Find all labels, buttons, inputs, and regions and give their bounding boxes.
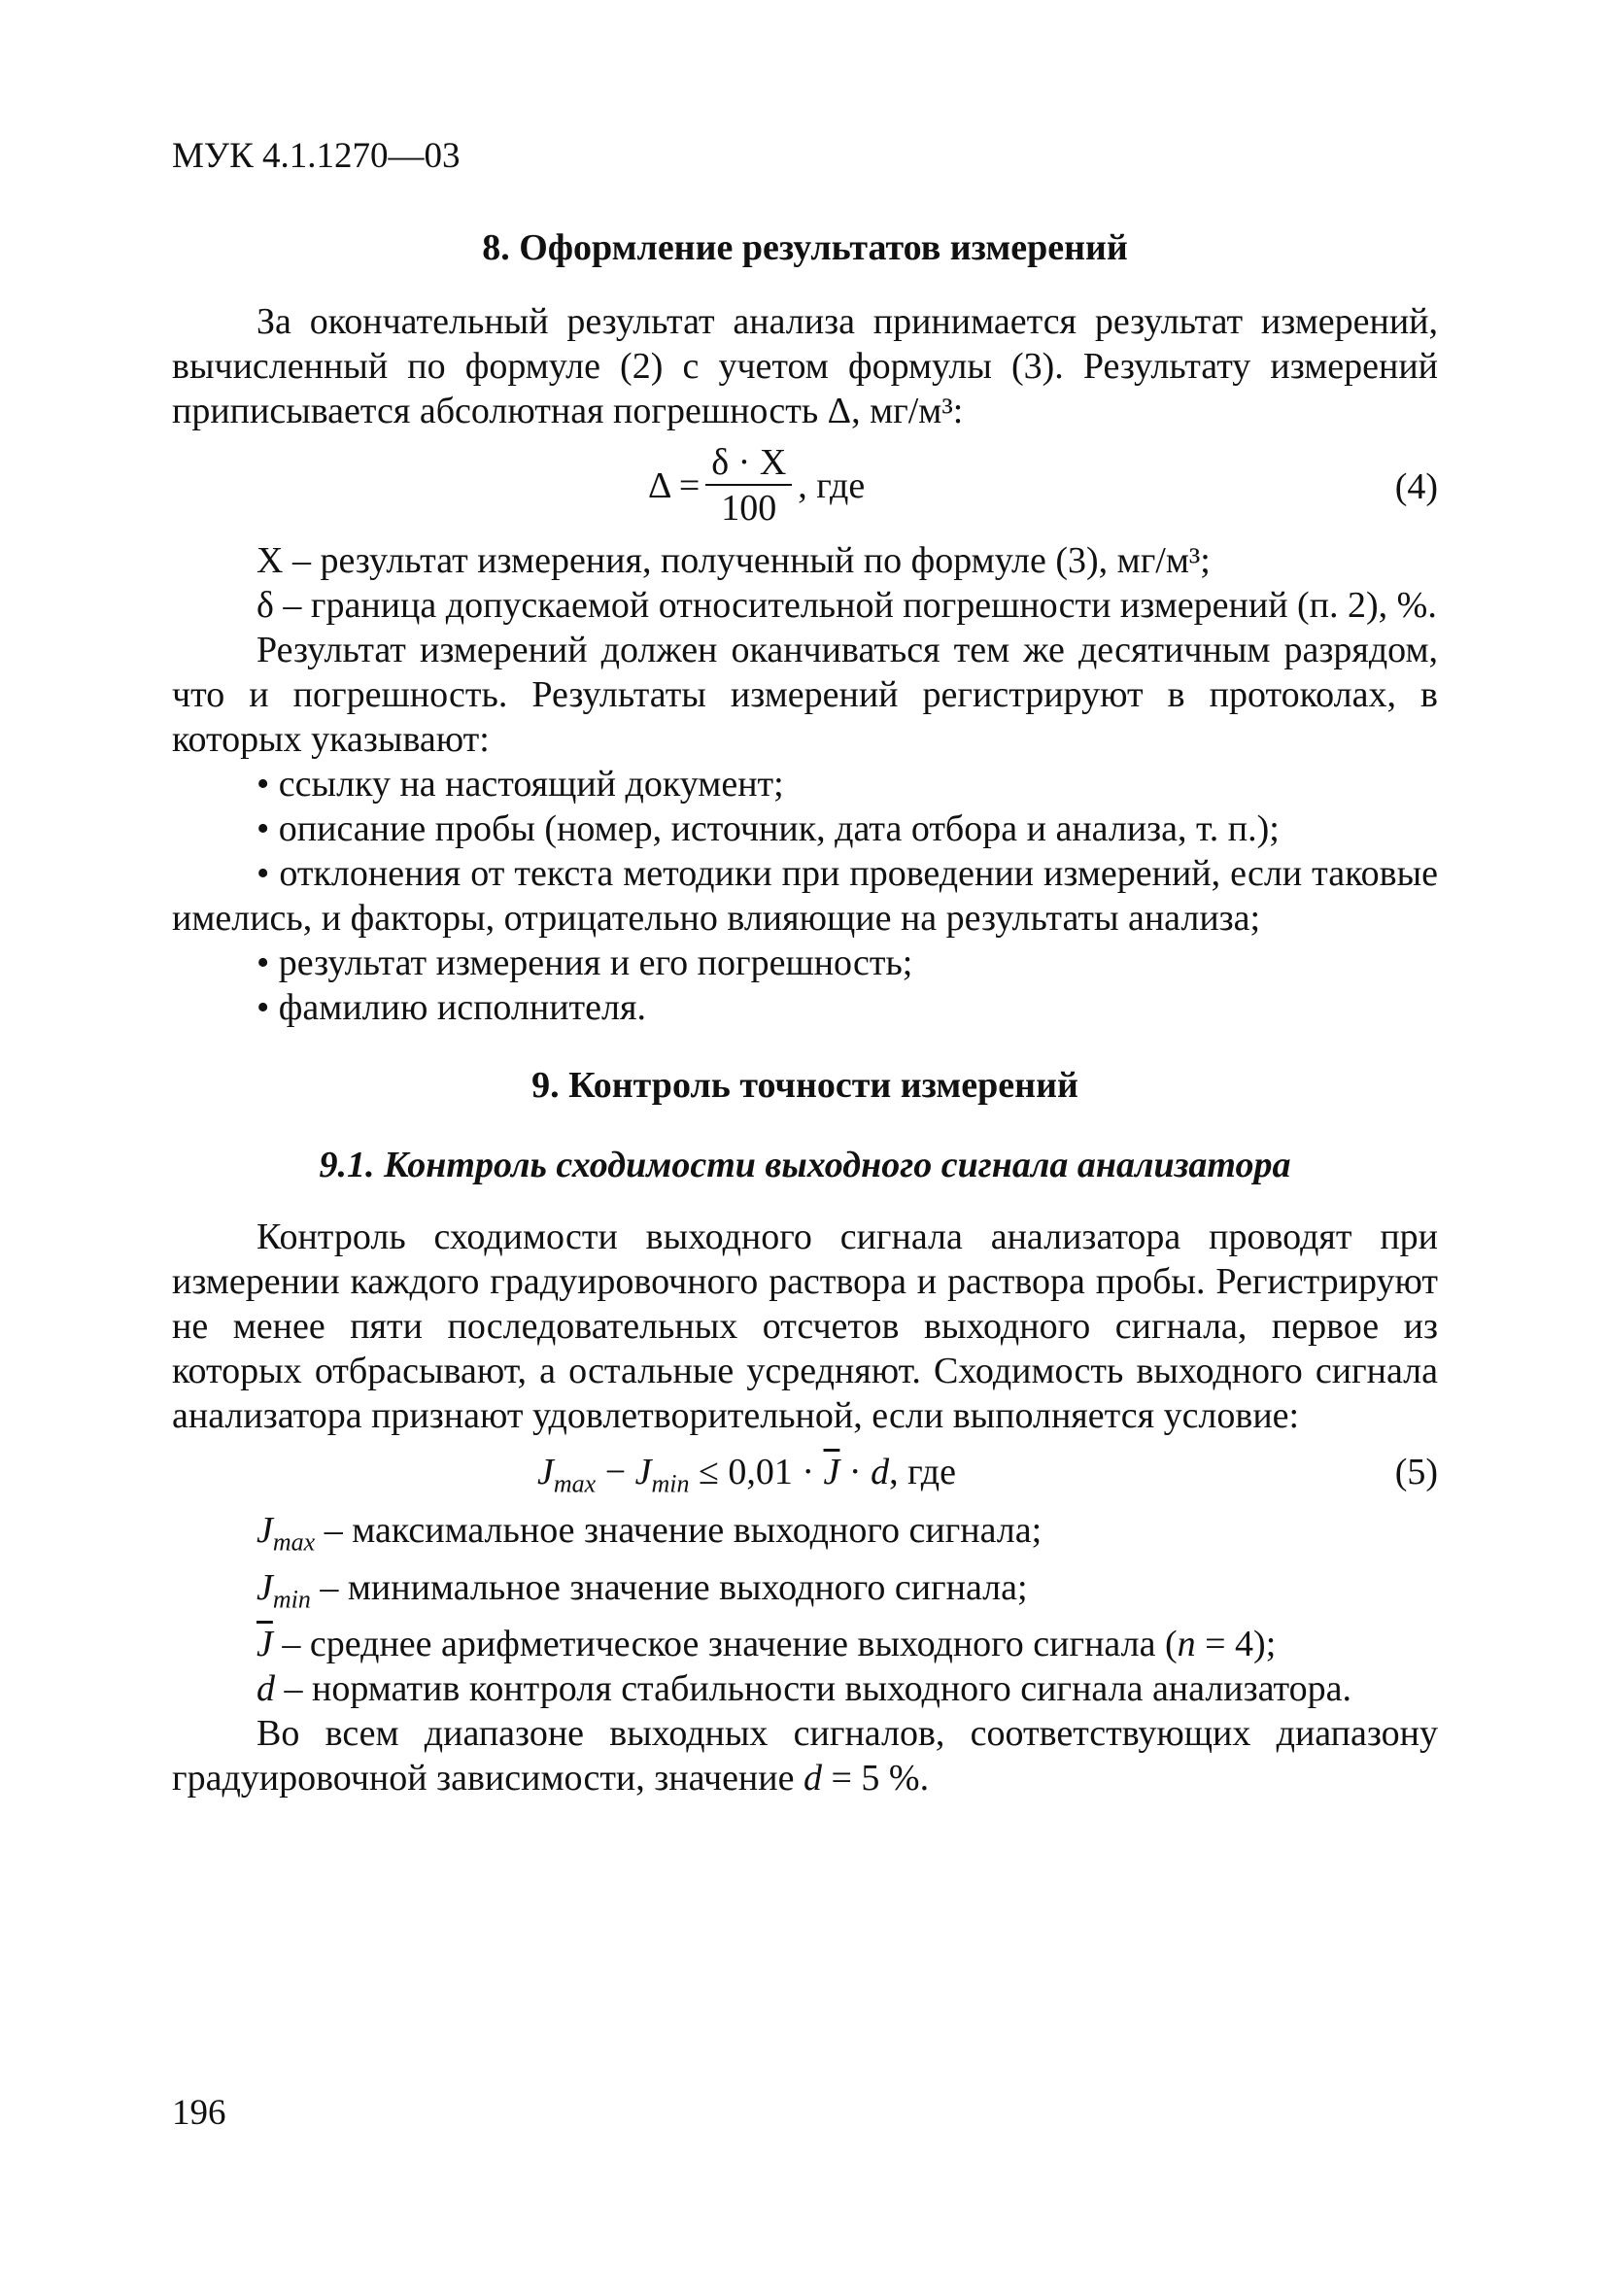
formula-5-minus: −: [596, 1452, 635, 1492]
definition-jbar: [172, 1622, 1438, 1666]
jbar-end: = 4);: [1195, 1624, 1277, 1665]
section-9-paragraph-1: Контроль сходимости выходного сигнала анализатора проводят при измерении каждого градуировочного раствора и раствора пробы. Регистрируют не менее пяти последовательных отсчетов выходного сигнала, первое из которых отбрасывают, а остальные усредняют. Сходимость выходного сигнала анализатора признают удовлетворительной, если выполняется условие:: [172, 1217, 1438, 1436]
definition-jmax: [172, 1508, 1438, 1565]
formula-4-lhs: Δ =: [648, 465, 701, 506]
formula-5-suffix: , где: [889, 1452, 956, 1492]
list-item: • результат измерения и его погрешность;: [256, 942, 913, 983]
formula-5-expression: [537, 1450, 956, 1507]
formula-4-suffix: , где: [798, 465, 866, 506]
formula-5-number: (5): [1394, 1452, 1438, 1492]
list-item: • отклонения от текста методики при проведении измерений, если таковые имелись, и факторы, отрицательно влияющие на результаты анализа;: [172, 853, 1438, 939]
definition-delta: δ – граница допускаемой относительной погрешности измерений (п. 2), %.: [256, 585, 1437, 626]
jbar-symbol: $\overline{J}$: [256, 1624, 273, 1665]
section-9-title: 9. Контроль точности измерений: [531, 1065, 1078, 1106]
list-item: • фамилию исполнителя.: [256, 987, 646, 1028]
definition-d: [172, 1666, 1438, 1711]
d-symbol: d: [256, 1668, 275, 1710]
section-8-title: 8. Оформление результатов измерений: [482, 227, 1128, 268]
section-9-paragraph-2: [172, 1711, 1438, 1800]
jbar-n: n: [1177, 1624, 1196, 1665]
formula-4-fraction: [705, 441, 792, 531]
jmax-sub: max: [272, 1527, 316, 1557]
document-code: МУК 4.1.1270—03: [172, 136, 461, 176]
page-content: [172, 225, 1438, 1800]
formula-4-number: (4): [1394, 466, 1438, 507]
p2-end: = 5 %.: [821, 1758, 930, 1799]
p2-start: Во всем диапазоне выходных сигналов, соответствующих диапазону градуировочной зависимости, значение: [172, 1713, 1438, 1799]
definition-jmin: [172, 1565, 1438, 1623]
jmin-symbol: J: [256, 1566, 273, 1608]
list-item: • описание пробы (номер, источник, дата отбора и анализа, т. п.);: [256, 808, 1280, 849]
section-9-1-subtitle: 9.1. Контроль сходимости выходного сигнала анализатора: [319, 1145, 1291, 1185]
definition-x: X – результат измерения, полученный по формуле (3), мг/м³;: [256, 540, 1211, 581]
list-item: • ссылку на настоящий документ;: [256, 764, 784, 805]
formula-5-max-sub: max: [553, 1469, 597, 1498]
jmin-text: – минимальное значение выходного сигнала;: [310, 1566, 1028, 1608]
formula-5-d: d: [871, 1452, 890, 1492]
d-text: – норматив контроля стабильности выходного сигнала анализатора.: [275, 1668, 1352, 1710]
p2-d: d: [803, 1758, 822, 1799]
formula-5-dot: ·: [839, 1452, 872, 1492]
formula-5: [172, 1446, 1438, 1504]
section-8-paragraph-2: Результат измерений должен оканчиваться тем же десятичным разрядом, что и погрешность. Результаты измерений регистрируют в протоколах, в которых указывают:: [172, 630, 1438, 760]
formula-5-j2: J: [634, 1452, 652, 1492]
jmin-sub: min: [272, 1585, 311, 1614]
jmax-text: – максимальное значение выходного сигнала;: [315, 1510, 1043, 1551]
formula-5-jbar: $\overline{J}$: [823, 1452, 840, 1492]
formula-5-j: J: [537, 1452, 554, 1492]
formula-5-condition: ≤ 0,01 ·: [689, 1452, 824, 1492]
formula-4-denominator: 100: [721, 488, 777, 529]
formula-4: [172, 439, 1438, 532]
formula-5-min-sub: min: [651, 1469, 690, 1498]
jmax-symbol: J: [256, 1510, 273, 1551]
formula-4-numerator: δ · X: [705, 441, 792, 486]
page-number: 196: [172, 2093, 226, 2133]
jbar-text: – среднее арифметическое значение выходного сигнала (: [272, 1624, 1178, 1665]
section-8-paragraph-1: За окончательный результат анализа принимается результат измерений, вычисленный по формуле (2) с учетом формулы (3). Результату измерений приписывается абсолютная погрешность Δ, мг/м³:: [172, 301, 1438, 431]
formula-4-expression: [648, 439, 865, 532]
